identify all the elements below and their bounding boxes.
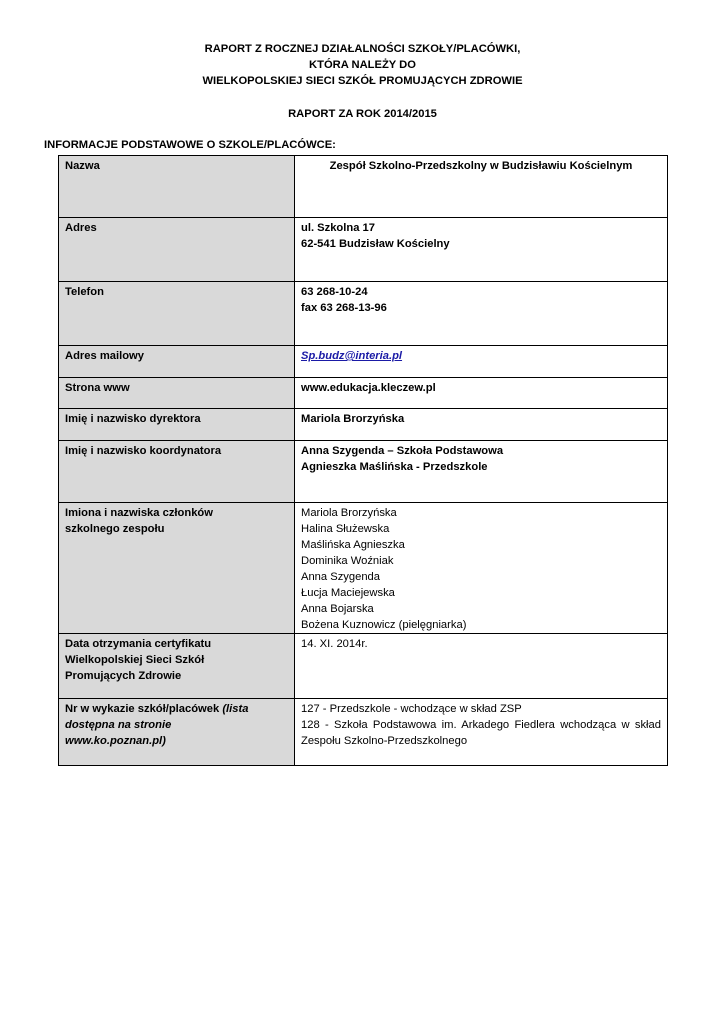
value-director: Mariola Brorzyńska	[295, 409, 668, 441]
label-team-line-1: Imiona i nazwiska członków	[65, 507, 213, 519]
label-name: Nazwa	[59, 156, 295, 218]
label-registry-italic-1: (lista	[222, 703, 249, 715]
address-city: 62-541 Budzisław Kościelny	[301, 238, 450, 250]
table-row-website	[59, 378, 668, 409]
team-member: Bożena Kuznowicz (pielęgniarka)	[301, 619, 467, 631]
report-title-line-2: KTÓRA NALEŻY DO	[309, 59, 416, 71]
email-link[interactable]: Sp.budz@interia.pl	[301, 350, 403, 362]
table-row-registry	[59, 699, 668, 766]
value-name: Zespół Szkolno-Przedszkolny w Budzisławiu Kościelnym	[295, 156, 668, 218]
table-row-phone	[59, 282, 668, 346]
label-certificate-line-2: Wielkopolskiej Sieci Szkół	[65, 654, 205, 666]
label-certificate	[59, 634, 295, 699]
coordinator-school: Anna Szygenda – Szkoła Podstawowa	[301, 445, 504, 457]
table-row-address	[59, 218, 668, 282]
value-email-cell	[295, 346, 668, 378]
coordinator-preschool: Agnieszka Maślińska - Przedszkole	[301, 461, 488, 473]
table-row-certificate	[59, 634, 668, 699]
section-title: INFORMACJE PODSTAWOWE O SZKOLE/PLACÓWCE:	[44, 139, 336, 151]
value-website: www.edukacja.kleczew.pl	[295, 378, 668, 409]
table-row-director	[59, 409, 668, 441]
school-info-table	[58, 155, 668, 766]
label-website: Strona www	[59, 378, 295, 409]
label-certificate-line-3: Promujących Zdrowie	[65, 670, 182, 682]
team-member: Dominika Woźniak	[301, 555, 394, 567]
table-row-email	[59, 346, 668, 378]
team-member: Anna Bojarska	[301, 603, 374, 615]
report-title-line-3: WIELKOPOLSKIEJ SIECI SZKÓŁ PROMUJĄCYCH ZDROWIE	[202, 75, 523, 87]
report-year: RAPORT ZA ROK 2014/2015	[288, 108, 437, 120]
value-address	[295, 218, 668, 282]
team-member: Anna Szygenda	[301, 571, 380, 583]
team-member: Mariola Brorzyńska	[301, 507, 397, 519]
team-member: Łucja Maciejewska	[301, 587, 395, 599]
registry-preschool: 127 - Przedszkole - wchodzące w skład ZSP	[301, 703, 522, 715]
phone-number: 63 268-10-24	[301, 286, 368, 298]
team-member: Halina Służewska	[301, 523, 390, 535]
value-phone	[295, 282, 668, 346]
label-address: Adres	[59, 218, 295, 282]
team-member: Maślińska Agnieszka	[301, 539, 405, 551]
label-registry-italic-3: www.ko.poznan.pl)	[65, 735, 166, 747]
label-team-line-2: szkolnego zespołu	[65, 523, 165, 535]
value-certificate: 14. XI. 2014r.	[295, 634, 668, 699]
label-certificate-line-1: Data otrzymania certyfikatu	[65, 638, 212, 650]
address-street: ul. Szkolna 17	[301, 222, 375, 234]
value-registry	[295, 699, 668, 766]
report-title-line-1: RAPORT Z ROCZNEJ DZIAŁALNOŚCI SZKOŁY/PLACÓWKI,	[204, 43, 521, 55]
table-row-coordinator	[59, 441, 668, 503]
label-email: Adres mailowy	[59, 346, 295, 378]
label-registry-text: Nr w wykazie szkół/placówek	[65, 703, 223, 715]
table-row-name	[59, 156, 668, 218]
label-phone: Telefon	[59, 282, 295, 346]
label-director: Imię i nazwisko dyrektora	[59, 409, 295, 441]
label-registry-italic-2: dostępna na stronie	[65, 719, 172, 731]
label-team	[59, 503, 295, 634]
value-team	[295, 503, 668, 634]
label-coordinator: Imię i nazwisko koordynatora	[59, 441, 295, 503]
value-coordinator	[295, 441, 668, 503]
registry-school: 128 - Szkoła Podstawowa im. Arkadego Fiedlera wchodząca w skład Zespołu Szkolno-Przedszkolnego	[301, 719, 661, 747]
table-row-team	[59, 503, 668, 634]
fax-number: fax 63 268-13-96	[301, 302, 387, 314]
label-registry	[59, 699, 295, 766]
